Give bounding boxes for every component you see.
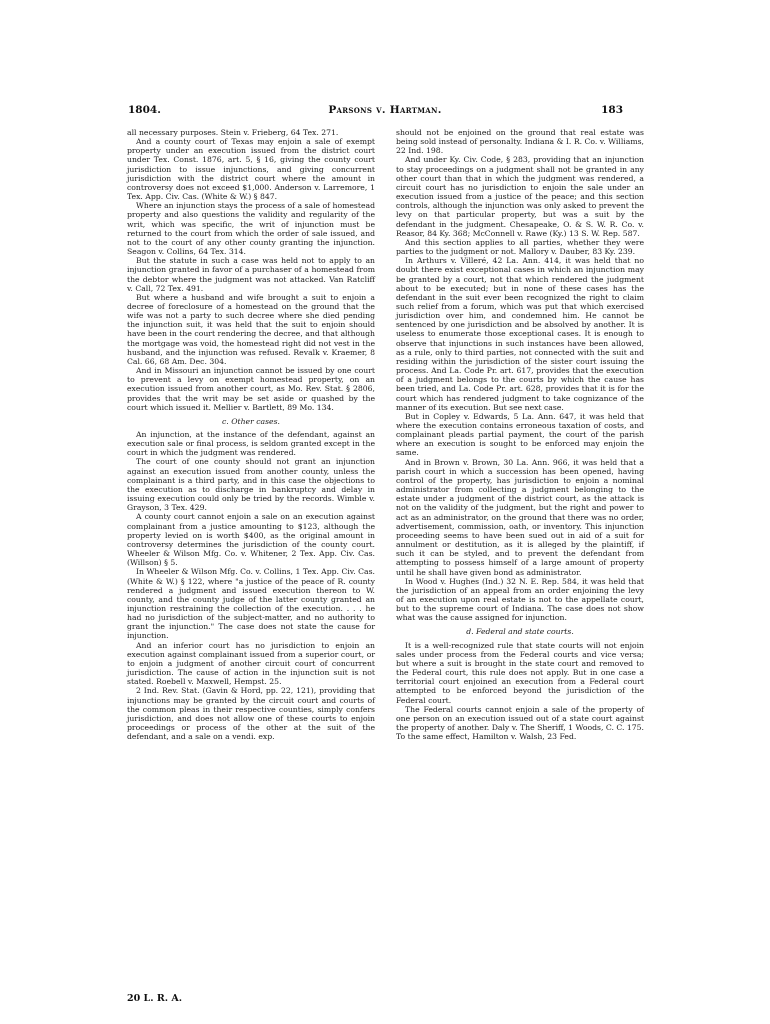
paragraph: And a county court of Texas may enjoin a sale of exempt property under an execution issued from the district court under Tex. Const. 1876, art. 5, § 16, giving the county court jurisdiction to issue injunctions, and giving concurrent jurisdiction with the district court where the amount in controversy does not exceed $1,000. Anderson v. Larremore, 1 Tex. App. Civ. Cas. (White & W.) § 847. (127, 137, 375, 202)
page-number: 183 (601, 104, 623, 116)
paragraph: And an inferior court has no jurisdiction to enjoin an execution against complainant issued from a superior court, or to enjoin a judgment of another circuit court of concurrent jurisdiction. The cause of action in the injunction suit is not stated. Roebell v. Maxwell, Hempst. 25. (127, 640, 375, 687)
paragraph: should not be enjoined on the ground that real estate was being sold instead of personalty. Indiana & I. R. Co. v. Williams, 22 Ind. 198. (396, 128, 644, 156)
paragraph: all necessary purposes. Stein v. Frieberg, 64 Tex. 271. (127, 128, 339, 137)
paragraph: Where an injunction stays the process of a sale of homestead property and also questions the validity and regularity of the writ, which was specific, the writ of injunction must be returned to the court from which the order of sale issued, and not to the court of any other county granting the injunction. Seagon v. Collins, 64 Tex. 314. (127, 201, 375, 257)
left-column (127, 128, 375, 741)
paragraph: An injunction, at the instance of the defendant, against an execution sale or final process, is seldom granted except in the court in which the judgment was rendered. (127, 430, 375, 458)
right-column (396, 128, 644, 741)
paragraph: In Arthurs v. Villeré, 42 La. Ann. 414, it was held that no doubt there exist exceptional cases in which an injunction may be granted by a court, not that which rendered the judgment about to be executed; but in none of these cases has the defendant in the suit ever been recognized the right to claim such relief from a forum, which was put that which exercised jurisdiction over him, and condemned him. He cannot be sentenced by one jurisdiction and be absolved by another. It is useless to enumerate those exceptional cases. It is enough to observe that injunctions in such instances have been allowed, as a rule, only to third parties, not connected with the suit and residing within the jurisdiction of the sister court issuing the process. And La. Code Pr. art. 617, provides that the execution of a judgment belongs to the courts by which the cause has been tried, and La. Code Pr. art. 628, provides that it is for the court which has rendered judgment to take cognizance of the manner of its execution. But see next case. (396, 256, 644, 412)
section-heading: d. Federal and state courts. (466, 627, 574, 637)
paragraph: And this section applies to all parties, whether they were parties to the judgment or not. Mallory v. Dauber, 83 Ky. 239. (396, 237, 644, 257)
volume-footer: 20 L. R. A. (127, 993, 183, 1004)
running-title: Parsons v. Hartman. (328, 104, 442, 116)
paragraph: But the statute in such a case was held not to apply to an injunction granted in favor of a purchaser of a homestead from the debtor where the judgment was not attacked. Van Ratcliff v. Call, 72 Tex. 491. (127, 256, 375, 293)
paragraph: In Wood v. Hughes (Ind.) 32 N. E. Rep. 584, it was held that the jurisdiction of an appeal from an order enjoining the levy of an execution upon real estate is not to the appellate court, but to the supreme court of Indiana. The case does not show what was the cause assigned for injunction. (396, 576, 644, 623)
paragraph: It is a well-recognized rule that state courts will not enjoin sales under process from the Federal courts and vice versa; but where a suit is brought in the state court and removed to the Federal court, this rule does not apply. But in one case a territorial court enjoined an execution from a Federal court attempted to be enforced beyond the jurisdiction of the Federal court. (396, 640, 644, 705)
paragraph: 2 Ind. Rev. Stat. (Gavin & Hord, pp. 22, 121), providing that injunctions may be granted by the circuit court and courts of the common pleas in their respective counties, simply confers jurisdiction, and does not allow one of these courts to enjoin proceedings or process of the other at the suit of the defendant, and a sale on a vendi. exp. (127, 686, 375, 742)
paragraph: And under Ky. Civ. Code, § 283, providing that an injunction to stay proceedings on a judgment shall not be granted in any other court than that in which the judgment was rendered, a circuit court has no jurisdiction to enjoin the sale under an execution issued from a justice of the peace; and this section controls, although the injunction was only asked to prevent the levy on that particular property, but was a suit by the defendant in the judgment. Chesapeake, O. & S. W. R. Co. v. Reasor, 84 Ky. 368; McConnell v. Rawe (Ky.) 13 S. W. Rep. 587. (396, 155, 644, 238)
paragraph: A county court cannot enjoin a sale on an execution against complainant from a justice amounting to $123, although the property levied on is worth $400, as the original amount in controversy determines the jurisdiction of the county court. Wheeler & Wilson Mfg. Co. v. Whitener, 2 Tex. App. Civ. Cas. (Willson) § 5. (127, 512, 375, 568)
paragraph: In Wheeler & Wilson Mfg. Co. v. Collins, 1 Tex. App. Civ. Cas. (White & W.) § 122, where "a justice of the peace of R. county rendered a judgment and issued execution thereon to W. county, and the county judge of the latter county granted an injunction restraining the collection of the execution. . . . he had no jurisdiction of the subject-matter, and no authority to grant the injunction." The case does not state the cause for injunction. (127, 567, 375, 641)
paragraph: The Federal courts cannot enjoin a sale of the property of one person on an execution issued out of a state court against the property of another. Daly v. The Sheriff, 1 Woods, C. C. 175. To the same effect, Hamilton v. Walsh, 23 Fed. (396, 704, 644, 742)
section-heading: c. Other cases. (222, 416, 280, 426)
page-year: 1804. (128, 104, 161, 116)
paragraph: But in Copley v. Edwards, 5 La. Ann. 647, it was held that where the execution contains erroneous taxation of costs, and complainant pleads partial payment, the court of the parish where an execution is sought to be enforced may enjoin the same. (396, 411, 644, 458)
paragraph: And in Missouri an injunction cannot be issued by one court to prevent a levy on exempt homestead property, on an execution issued from another court, as Mo. Rev. Stat. § 2806, provides that the writ may be set aside or quashed by the court which issued it. Mellier v. Bartlett, 89 Mo. 134. (127, 366, 375, 412)
paragraph: And in Brown v. Brown, 30 La. Ann. 966, it was held that a parish court in which a succession has been opened, having control of the property, has jurisdiction to enjoin a nominal administrator from collecting a judgment belonging to the estate under a judgment of the district court, as the attack is not on the validity of the judgment, but the right and power to act as an administrator, on the ground that there was no order, advertisement, commission, oath, or inventory. This injunction proceeding seems to have been sued out in aid of a suit for annulment or destitution, as it is alleged by the plaintiff, if such it can be styled, and to prevent the defendant from attempting to possess himself of a large amount of property until he shall have given bond as administrator. (396, 457, 644, 577)
paragraph: But where a husband and wife brought a suit to enjoin a decree of foreclosure of a homestead on the ground that the wife was not a party to such decree where she died pending the injunction suit, it was held that the suit to enjoin should have been in the court rendering the decree, and that although the mortgage was void, the homestead right did not vest in the husband, and the injunction was refused. Revalk v. Kraemer, 8 Cal. 66, 68 Am. Dec. 304. (127, 292, 375, 366)
paragraph: The court of one county should not grant an injunction against an execution issued from another county, unless the complainant is a third party, and in this case the objections to the execution as to discharge in bankruptcy and delay in issuing execution could only be tried by the records. Wimble v. Grayson, 3 Tex. 429. (127, 457, 375, 513)
